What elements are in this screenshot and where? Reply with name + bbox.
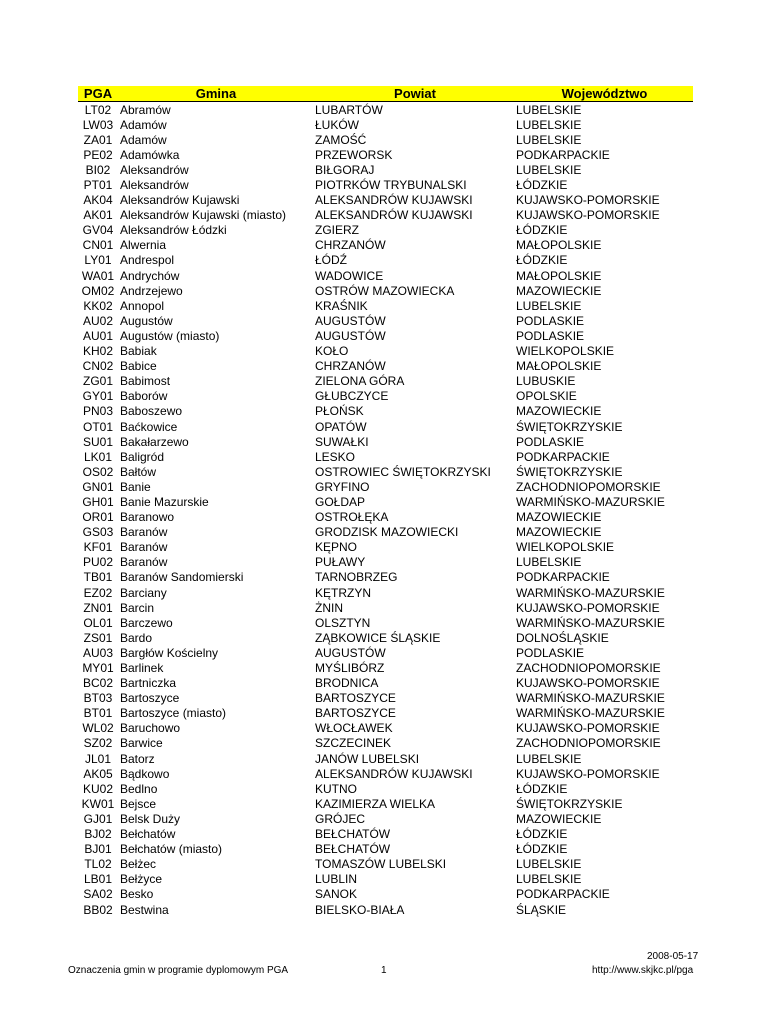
cell-powiat: LUBLIN bbox=[315, 872, 358, 887]
cell-pga: LB01 bbox=[83, 872, 113, 887]
cell-wojewodztwo: LUBELSKIE bbox=[516, 555, 582, 570]
cell-pga: PN03 bbox=[82, 404, 114, 419]
cell-gmina: Bełchatów bbox=[120, 827, 176, 842]
cell-pga: BT01 bbox=[83, 706, 113, 721]
cell-powiat: PUŁAWY bbox=[315, 555, 366, 570]
table-body bbox=[78, 102, 693, 918]
cell-wojewodztwo: PODKARPACKIE bbox=[516, 570, 610, 585]
header-wojewodztwo: Województwo bbox=[515, 86, 693, 102]
cell-powiat: KRAŚNIK bbox=[315, 298, 368, 313]
table-row bbox=[78, 449, 693, 464]
cell-powiat: KAZIMIERZA WIELKA bbox=[315, 796, 436, 811]
cell-pga: OL01 bbox=[83, 615, 113, 630]
cell-wojewodztwo: PODLASKIE bbox=[516, 434, 585, 449]
cell-powiat: JANÓW LUBELSKI bbox=[315, 751, 420, 766]
cell-pga: AU03 bbox=[82, 645, 114, 660]
cell-powiat: OSTROWIEC ŚWIĘTOKRZYSKI bbox=[315, 464, 491, 479]
footer-page-number: 1 bbox=[381, 965, 387, 976]
cell-wojewodztwo: ZACHODNIOPOMORSKIE bbox=[516, 736, 661, 751]
cell-powiat: KOŁO bbox=[315, 344, 349, 359]
cell-pga: AU01 bbox=[82, 328, 114, 343]
cell-pga: WA01 bbox=[81, 268, 115, 283]
footer-title: Oznaczenia gmin w programie dyplomowym PGA bbox=[68, 965, 289, 976]
table-row bbox=[78, 479, 693, 494]
cell-wojewodztwo: ŚWIĘTOKRZYSKIE bbox=[516, 464, 623, 479]
cell-wojewodztwo: LUBUSKIE bbox=[516, 374, 576, 389]
cell-gmina: Bejsce bbox=[120, 796, 157, 811]
cell-wojewodztwo: PODKARPACKIE bbox=[516, 147, 610, 162]
cell-pga: SZ02 bbox=[83, 736, 113, 751]
cell-powiat: BEŁCHATÓW bbox=[315, 827, 391, 842]
table-row bbox=[78, 374, 693, 389]
cell-wojewodztwo: KUJAWSKO-POMORSKIE bbox=[516, 193, 660, 208]
cell-powiat: ŁUKÓW bbox=[315, 117, 360, 132]
cell-powiat: KUTNO bbox=[315, 781, 357, 796]
cell-pga: PT01 bbox=[83, 178, 113, 193]
cell-powiat: PŁOŃSK bbox=[315, 404, 364, 419]
gmina-table bbox=[78, 86, 693, 917]
cell-gmina: Babiak bbox=[120, 344, 157, 359]
cell-wojewodztwo: LUBELSKIE bbox=[516, 102, 582, 117]
cell-powiat: WADOWICE bbox=[315, 268, 384, 283]
cell-powiat: SUWAŁKI bbox=[315, 434, 369, 449]
cell-powiat: BIELSKO-BIAŁA bbox=[315, 902, 405, 917]
cell-wojewodztwo: PODKARPACKIE bbox=[516, 449, 610, 464]
cell-pga: KF01 bbox=[83, 540, 113, 555]
cell-pga: KW01 bbox=[81, 796, 115, 811]
cell-powiat: ZGIERZ bbox=[315, 223, 359, 238]
cell-pga: AK01 bbox=[83, 208, 113, 223]
cell-pga: SA02 bbox=[83, 887, 113, 902]
cell-pga: AK04 bbox=[83, 193, 113, 208]
cell-pga: GH01 bbox=[82, 494, 114, 509]
cell-gmina: Andrzejewo bbox=[120, 283, 183, 298]
cell-powiat: CHRZANÓW bbox=[315, 238, 386, 253]
cell-powiat: ALEKSANDRÓW KUJAWSKI bbox=[315, 766, 473, 781]
cell-pga: AK05 bbox=[83, 766, 113, 781]
header-powiat: Powiat bbox=[312, 86, 515, 102]
cell-powiat: GOŁDAP bbox=[315, 494, 366, 509]
cell-wojewodztwo: MAZOWIECKIE bbox=[516, 525, 602, 540]
cell-gmina: Bądkowo bbox=[120, 766, 170, 781]
cell-pga: GV04 bbox=[82, 223, 114, 238]
cell-wojewodztwo: MAŁOPOLSKIE bbox=[516, 238, 602, 253]
cell-gmina: Babice bbox=[120, 359, 157, 374]
table-row bbox=[78, 660, 693, 675]
cell-gmina: Baligród bbox=[120, 449, 165, 464]
cell-gmina: Barciany bbox=[120, 585, 167, 600]
cell-wojewodztwo: KUJAWSKO-POMORSKIE bbox=[516, 721, 660, 736]
cell-pga: BC02 bbox=[82, 676, 114, 691]
cell-pga: GN01 bbox=[82, 479, 114, 494]
cell-pga: GS03 bbox=[82, 525, 114, 540]
cell-powiat: PIOTRKÓW TRYBUNALSKI bbox=[315, 178, 467, 193]
cell-wojewodztwo: LUBELSKIE bbox=[516, 751, 582, 766]
cell-gmina: Abramów bbox=[120, 102, 171, 117]
cell-wojewodztwo: WARMIŃSKO-MAZURSKIE bbox=[516, 706, 665, 721]
cell-wojewodztwo: LUBELSKIE bbox=[516, 872, 582, 887]
cell-wojewodztwo: KUJAWSKO-POMORSKIE bbox=[516, 676, 660, 691]
cell-wojewodztwo: ŚWIĘTOKRZYSKIE bbox=[516, 796, 623, 811]
cell-gmina: Bakałarzewo bbox=[120, 434, 189, 449]
cell-gmina: Baborów bbox=[120, 389, 168, 404]
table-row bbox=[78, 253, 693, 268]
table-row bbox=[78, 872, 693, 887]
table-row bbox=[78, 585, 693, 600]
cell-gmina: Baruchowo bbox=[120, 721, 181, 736]
cell-pga: OS02 bbox=[82, 464, 114, 479]
cell-pga: AU02 bbox=[82, 313, 114, 328]
cell-wojewodztwo: KUJAWSKO-POMORSKIE bbox=[516, 600, 660, 615]
table-row bbox=[78, 328, 693, 343]
cell-powiat: AUGUSTÓW bbox=[315, 645, 386, 660]
cell-powiat: ZIELONA GÓRA bbox=[315, 374, 405, 389]
table-row bbox=[78, 751, 693, 766]
cell-gmina: Banie bbox=[120, 479, 151, 494]
table-header-row bbox=[78, 86, 693, 102]
cell-pga: OT01 bbox=[82, 419, 113, 434]
footer-date: 2008-05-17 bbox=[647, 951, 699, 962]
cell-powiat: ŁÓDŹ bbox=[315, 253, 348, 268]
cell-pga: LT02 bbox=[84, 102, 112, 117]
cell-powiat: PRZEWORSK bbox=[315, 147, 393, 162]
cell-wojewodztwo: WARMIŃSKO-MAZURSKIE bbox=[516, 691, 665, 706]
cell-gmina: Baboszewo bbox=[120, 404, 183, 419]
cell-powiat: SANOK bbox=[315, 887, 358, 902]
cell-gmina: Alwernia bbox=[120, 238, 167, 253]
cell-pga: TB01 bbox=[83, 570, 113, 585]
cell-pga: ZG01 bbox=[82, 374, 113, 389]
table-row bbox=[78, 600, 693, 615]
cell-gmina: Bartoszyce bbox=[120, 691, 180, 706]
cell-pga: KU02 bbox=[82, 781, 114, 796]
cell-pga: OM02 bbox=[81, 283, 115, 298]
cell-gmina: Aleksandrów bbox=[120, 178, 189, 193]
cell-powiat: CHRZANÓW bbox=[315, 359, 386, 374]
footer-url: http://www.skjkc.pl/pga bbox=[592, 965, 694, 976]
cell-wojewodztwo: MAZOWIECKIE bbox=[516, 283, 602, 298]
cell-pga: LK01 bbox=[83, 449, 113, 464]
table-row bbox=[78, 117, 693, 132]
cell-powiat: BIŁGORAJ bbox=[315, 162, 375, 177]
table-row bbox=[78, 781, 693, 796]
cell-wojewodztwo: WARMIŃSKO-MAZURSKIE bbox=[516, 585, 665, 600]
table-row bbox=[78, 525, 693, 540]
cell-gmina: Andrychów bbox=[120, 268, 180, 283]
cell-powiat: ALEKSANDRÓW KUJAWSKI bbox=[315, 193, 473, 208]
cell-wojewodztwo: OPOLSKIE bbox=[516, 389, 577, 404]
cell-wojewodztwo: PODKARPACKIE bbox=[516, 887, 610, 902]
table-row bbox=[78, 404, 693, 419]
cell-gmina: Bargłów Kościelny bbox=[120, 645, 219, 660]
table-row bbox=[78, 359, 693, 374]
cell-gmina: Baranów bbox=[120, 525, 168, 540]
cell-pga: BB02 bbox=[83, 902, 113, 917]
cell-gmina: Barczewo bbox=[120, 615, 173, 630]
cell-powiat: ALEKSANDRÓW KUJAWSKI bbox=[315, 208, 473, 223]
table-row bbox=[78, 510, 693, 525]
cell-pga: ZN01 bbox=[83, 600, 113, 615]
cell-powiat: LESKO bbox=[315, 449, 356, 464]
header-pga: PGA bbox=[78, 86, 118, 102]
cell-gmina: Adamów bbox=[120, 132, 167, 147]
cell-gmina: Babimost bbox=[120, 374, 171, 389]
cell-pga: PE02 bbox=[83, 147, 113, 162]
table-row bbox=[78, 721, 693, 736]
cell-gmina: Aleksandrów Łódzki bbox=[120, 223, 227, 238]
cell-powiat: OSTRÓW MAZOWIECKA bbox=[315, 283, 455, 298]
cell-wojewodztwo: LUBELSKIE bbox=[516, 857, 582, 872]
cell-wojewodztwo: LUBELSKIE bbox=[516, 132, 582, 147]
cell-gmina: Besko bbox=[120, 887, 154, 902]
cell-pga: BI02 bbox=[85, 162, 111, 177]
table-row bbox=[78, 827, 693, 842]
cell-gmina: Bardo bbox=[120, 630, 153, 645]
table-row bbox=[78, 177, 693, 192]
cell-pga: BT03 bbox=[83, 691, 113, 706]
cell-powiat: WŁOCŁAWEK bbox=[315, 721, 393, 736]
table-row bbox=[78, 887, 693, 902]
cell-powiat: TARNOBRZEG bbox=[315, 570, 398, 585]
cell-powiat: ZĄBKOWICE ŚLĄSKIE bbox=[315, 630, 441, 645]
table-row bbox=[78, 193, 693, 208]
cell-wojewodztwo: ŚLĄSKIE bbox=[516, 902, 567, 917]
table-row bbox=[78, 283, 693, 298]
cell-wojewodztwo: WARMIŃSKO-MAZURSKIE bbox=[516, 615, 665, 630]
cell-pga: LY01 bbox=[84, 253, 112, 268]
cell-wojewodztwo: ŁÓDZKIE bbox=[516, 842, 568, 857]
cell-powiat: GRYFINO bbox=[315, 479, 370, 494]
table-row bbox=[78, 706, 693, 721]
cell-gmina: Bartoszyce (miasto) bbox=[120, 706, 227, 721]
cell-gmina: Baranów bbox=[120, 555, 168, 570]
cell-powiat: BEŁCHATÓW bbox=[315, 842, 391, 857]
table-row bbox=[78, 313, 693, 328]
cell-wojewodztwo: WARMIŃSKO-MAZURSKIE bbox=[516, 494, 665, 509]
cell-wojewodztwo: ŁÓDZKIE bbox=[516, 781, 568, 796]
cell-gmina: Aleksandrów Kujawski (miasto) bbox=[120, 208, 287, 223]
cell-gmina: Bestwina bbox=[120, 902, 169, 917]
table-row bbox=[78, 615, 693, 630]
header-gmina: Gmina bbox=[118, 86, 312, 102]
table-row bbox=[78, 162, 693, 177]
cell-pga: KH02 bbox=[82, 344, 114, 359]
table-row bbox=[78, 464, 693, 479]
cell-powiat: ZAMOŚĆ bbox=[315, 132, 367, 147]
cell-pga: KK02 bbox=[83, 298, 113, 313]
cell-powiat: BARTOSZYCE bbox=[315, 691, 396, 706]
cell-pga: JL01 bbox=[84, 751, 112, 766]
table-row bbox=[78, 102, 693, 118]
cell-powiat: BRODNICA bbox=[315, 676, 379, 691]
cell-pga: LW03 bbox=[82, 117, 114, 132]
cell-pga: GJ01 bbox=[83, 811, 113, 826]
cell-pga: EZ02 bbox=[83, 585, 113, 600]
cell-gmina: Bełchatów (miasto) bbox=[120, 842, 223, 857]
cell-pga: ZA01 bbox=[83, 132, 113, 147]
cell-gmina: Augustów (miasto) bbox=[120, 328, 220, 343]
table-row bbox=[78, 208, 693, 223]
cell-powiat: OSTROŁĘKA bbox=[315, 510, 389, 525]
table-row bbox=[78, 132, 693, 147]
table-row bbox=[78, 645, 693, 660]
cell-gmina: Adamów bbox=[120, 117, 167, 132]
cell-pga: OR01 bbox=[82, 510, 114, 525]
cell-pga: GY01 bbox=[82, 389, 114, 404]
cell-powiat: OPATÓW bbox=[315, 419, 367, 434]
cell-gmina: Annopol bbox=[120, 298, 165, 313]
cell-wojewodztwo: LUBELSKIE bbox=[516, 162, 582, 177]
cell-pga: BJ01 bbox=[84, 842, 112, 857]
cell-wojewodztwo: MAZOWIECKIE bbox=[516, 510, 602, 525]
cell-powiat: OLSZTYN bbox=[315, 615, 371, 630]
cell-wojewodztwo: ZACHODNIOPOMORSKIE bbox=[516, 479, 661, 494]
cell-gmina: Aleksandrów Kujawski bbox=[120, 193, 240, 208]
table-row bbox=[78, 540, 693, 555]
cell-gmina: Barwice bbox=[120, 736, 163, 751]
cell-wojewodztwo: MAŁOPOLSKIE bbox=[516, 359, 602, 374]
table-row bbox=[78, 238, 693, 253]
cell-gmina: Baranowo bbox=[120, 510, 175, 525]
cell-wojewodztwo: WIELKOPOLSKIE bbox=[516, 344, 615, 359]
table-row bbox=[78, 676, 693, 691]
cell-wojewodztwo: DOLNOŚLĄSKIE bbox=[516, 630, 609, 645]
cell-wojewodztwo: ŚWIĘTOKRZYSKIE bbox=[516, 419, 623, 434]
cell-gmina: Batorz bbox=[120, 751, 155, 766]
cell-powiat: AUGUSTÓW bbox=[315, 328, 386, 343]
cell-powiat: GRODZISK MAZOWIECKI bbox=[315, 525, 459, 540]
table-row bbox=[78, 344, 693, 359]
cell-gmina: Baranów Sandomierski bbox=[120, 570, 244, 585]
cell-powiat: SZCZECINEK bbox=[315, 736, 392, 751]
table-row bbox=[78, 842, 693, 857]
cell-pga: CN02 bbox=[82, 359, 114, 374]
cell-pga: SU01 bbox=[82, 434, 114, 449]
table-row bbox=[78, 691, 693, 706]
cell-wojewodztwo: ŁÓDZKIE bbox=[516, 223, 568, 238]
table-row bbox=[78, 630, 693, 645]
cell-gmina: Barlinek bbox=[120, 661, 164, 676]
table-row bbox=[78, 298, 693, 313]
table-row bbox=[78, 796, 693, 811]
table-row bbox=[78, 389, 693, 404]
cell-gmina: Banie Mazurskie bbox=[120, 494, 209, 509]
cell-pga: ZS01 bbox=[83, 630, 113, 645]
cell-gmina: Bełżyce bbox=[120, 872, 163, 887]
cell-wojewodztwo: ŁÓDZKIE bbox=[516, 827, 568, 842]
cell-wojewodztwo: MAZOWIECKIE bbox=[516, 811, 602, 826]
table-row bbox=[78, 766, 693, 781]
table-row bbox=[78, 223, 693, 238]
cell-wojewodztwo: ZACHODNIOPOMORSKIE bbox=[516, 661, 661, 676]
cell-wojewodztwo: ŁÓDZKIE bbox=[516, 178, 568, 193]
table-row bbox=[78, 811, 693, 826]
table-row bbox=[78, 434, 693, 449]
cell-gmina: Baranów bbox=[120, 540, 168, 555]
table-row bbox=[78, 570, 693, 585]
cell-gmina: Bałtów bbox=[120, 464, 157, 479]
cell-wojewodztwo: PODLASKIE bbox=[516, 328, 585, 343]
cell-powiat: LUBARTÓW bbox=[315, 102, 383, 117]
table-row bbox=[78, 902, 693, 917]
table-row bbox=[78, 857, 693, 872]
cell-pga: PU02 bbox=[82, 555, 114, 570]
cell-gmina: Aleksandrów bbox=[120, 162, 189, 177]
cell-pga: WL02 bbox=[82, 721, 114, 736]
cell-wojewodztwo: PODLASKIE bbox=[516, 645, 585, 660]
cell-gmina: Andrespol bbox=[120, 253, 175, 268]
cell-wojewodztwo: LUBELSKIE bbox=[516, 117, 582, 132]
cell-wojewodztwo: WIELKOPOLSKIE bbox=[516, 540, 615, 555]
cell-wojewodztwo: KUJAWSKO-POMORSKIE bbox=[516, 766, 660, 781]
cell-gmina: Baćkowice bbox=[120, 419, 178, 434]
cell-pga: BJ02 bbox=[84, 827, 112, 842]
cell-wojewodztwo: MAŁOPOLSKIE bbox=[516, 268, 602, 283]
cell-wojewodztwo: MAZOWIECKIE bbox=[516, 404, 602, 419]
cell-pga: TL02 bbox=[84, 857, 112, 872]
cell-powiat: TOMASZÓW LUBELSKI bbox=[315, 857, 447, 872]
cell-pga: MY01 bbox=[82, 661, 114, 676]
cell-powiat: MYŚLIBÓRZ bbox=[315, 661, 385, 676]
cell-powiat: GŁUBCZYCE bbox=[315, 389, 389, 404]
cell-powiat: ŻNIN bbox=[315, 600, 343, 615]
cell-wojewodztwo: ŁÓDZKIE bbox=[516, 253, 568, 268]
table-row bbox=[78, 494, 693, 509]
cell-pga: CN01 bbox=[82, 238, 114, 253]
cell-gmina: Bartniczka bbox=[120, 676, 177, 691]
table-row bbox=[78, 736, 693, 751]
cell-powiat: BARTOSZYCE bbox=[315, 706, 396, 721]
table-row bbox=[78, 555, 693, 570]
cell-wojewodztwo: PODLASKIE bbox=[516, 313, 585, 328]
cell-gmina: Bełżec bbox=[120, 857, 157, 872]
table-row bbox=[78, 147, 693, 162]
cell-gmina: Bedlno bbox=[120, 781, 158, 796]
cell-gmina: Belsk Duży bbox=[120, 811, 181, 826]
cell-powiat: GRÓJEC bbox=[315, 811, 366, 826]
cell-powiat: AUGUSTÓW bbox=[315, 313, 386, 328]
cell-gmina: Barcin bbox=[120, 600, 155, 615]
table-row bbox=[78, 268, 693, 283]
cell-gmina: Augustów bbox=[120, 313, 173, 328]
cell-wojewodztwo: LUBELSKIE bbox=[516, 298, 582, 313]
cell-gmina: Adamówka bbox=[120, 147, 180, 162]
table-row bbox=[78, 419, 693, 434]
cell-powiat: KĘTRZYN bbox=[315, 585, 372, 600]
cell-wojewodztwo: KUJAWSKO-POMORSKIE bbox=[516, 208, 660, 223]
cell-powiat: KĘPNO bbox=[315, 540, 358, 555]
